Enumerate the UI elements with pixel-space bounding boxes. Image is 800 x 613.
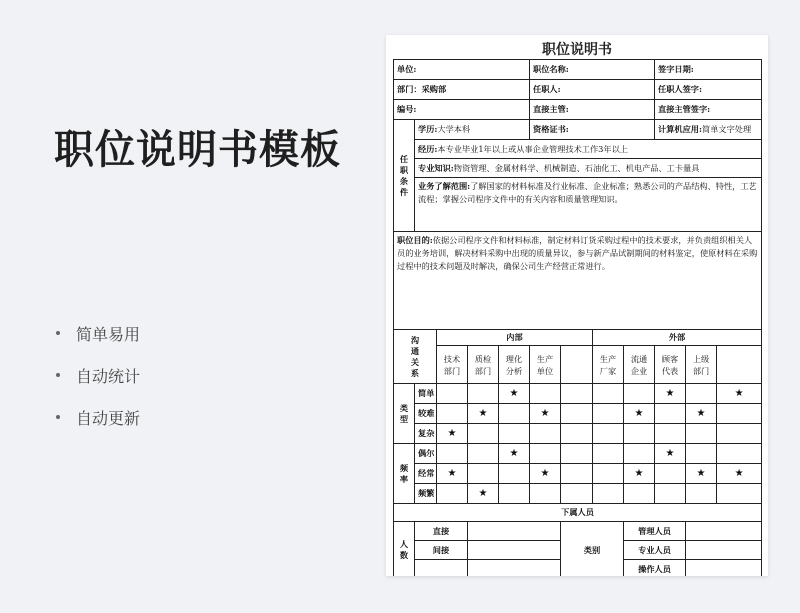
- feature-item: [56, 396, 140, 438]
- document-title: 职位说明书: [542, 42, 612, 58]
- empty-cell: [593, 484, 624, 504]
- empty-cell: [561, 464, 593, 484]
- requirements-label: 任职条件: [394, 120, 415, 232]
- type-row-label: 简单: [415, 384, 437, 404]
- star-mark: ★: [624, 464, 655, 484]
- empty-cell: [717, 346, 762, 384]
- star-mark: ★: [468, 404, 499, 424]
- empty-cell: [437, 384, 468, 404]
- star-mark: ★: [437, 424, 468, 444]
- empty-cell: [437, 404, 468, 424]
- feature-label: 自动统计: [76, 366, 141, 386]
- empty-cell: [593, 384, 624, 404]
- empty-cell: [717, 484, 762, 504]
- communication-label: 沟通关系: [394, 330, 437, 384]
- empty-cell: [468, 384, 499, 404]
- star-mark: ★: [437, 464, 468, 484]
- star-mark: ★: [717, 464, 762, 484]
- empty-cell: [561, 424, 593, 444]
- supervisor-sign-field: 直接主管签字:: [655, 100, 762, 120]
- purpose-label: 职位目的:: [397, 235, 433, 245]
- star-mark: ★: [655, 384, 686, 404]
- empty-cell: [530, 444, 561, 464]
- operator-label: 操作人员: [624, 560, 686, 577]
- feature-item: [56, 354, 140, 396]
- empty-cell: [624, 424, 655, 444]
- empty-cell: [624, 444, 655, 464]
- frequency-label: 频率: [394, 444, 415, 504]
- frequency-row-label: 偶尔: [415, 444, 437, 464]
- empty-cell: [561, 444, 593, 464]
- category-label: 类别: [561, 522, 624, 577]
- document-preview[interactable]: [386, 35, 768, 576]
- certificate-field: 资格证书:: [530, 120, 655, 140]
- star-mark: ★: [686, 464, 717, 484]
- star-mark: ★: [717, 384, 762, 404]
- frequency-row-label: 经常: [415, 464, 437, 484]
- empty-cell: [561, 384, 593, 404]
- frequency-row-label: 频繁: [415, 484, 437, 504]
- empty-cell: [437, 484, 468, 504]
- internal-column-header: 技术部门: [437, 346, 468, 384]
- empty-cell: [655, 484, 686, 504]
- feature-item: [56, 312, 140, 354]
- type-row-label: 复杂: [415, 424, 437, 444]
- internal-column-header: 质检部门: [468, 346, 499, 384]
- empty-cell: [624, 384, 655, 404]
- star-mark: ★: [530, 404, 561, 424]
- business-value: 了解国家的材料标准及行业标准、企业标准；熟悉公司的产品结构、特性，工艺流程；掌握公司程序文件中的有关内容和质量管理知识。: [418, 181, 757, 204]
- star-mark: ★: [530, 464, 561, 484]
- empty-cell: [468, 424, 499, 444]
- knowledge-label: 专业知识:: [418, 162, 454, 173]
- bullet-icon: [56, 415, 60, 419]
- feature-label: 自动更新: [76, 408, 141, 428]
- empty-cell: [468, 560, 561, 577]
- empty-cell: [499, 404, 530, 424]
- computer-label: 计算机应用:: [658, 124, 702, 134]
- empty-cell: [686, 444, 717, 464]
- position-name-field: 职位名称:: [530, 60, 655, 80]
- star-mark: ★: [686, 404, 717, 424]
- purpose-field: [394, 232, 762, 330]
- empty-cell: [561, 346, 593, 384]
- purpose-text: 依据公司程序文件和材料标准，制定材料订货采购过程中的技术要求，并负责组织相关人员的业务培训，解决材料采购中出现的质量异议，参与新产品试制期间的材料鉴定，使原材料在采购过程中的技术问题及时解决，确保公司生产经营正常进行。: [397, 235, 758, 271]
- template-title: 职位说明书模板: [54, 127, 341, 173]
- type-row-label: 较难: [415, 404, 437, 424]
- empty-cell: [468, 464, 499, 484]
- empty-cell: [437, 444, 468, 464]
- star-mark: ★: [499, 384, 530, 404]
- empty-cell: [686, 484, 717, 504]
- department-field: 部门：采购部: [394, 80, 530, 100]
- knowledge-field: [415, 159, 762, 178]
- experience-label: 经历:: [418, 143, 438, 154]
- experience-field: [415, 140, 762, 159]
- external-column-header: 顾客代表: [655, 346, 686, 384]
- computer-value: 简单文字处理: [702, 124, 752, 134]
- empty-cell: [499, 424, 530, 444]
- external-column-header: 生产厂家: [593, 346, 624, 384]
- empty-cell: [593, 424, 624, 444]
- type-label: 类型: [394, 384, 415, 444]
- empty-cell: [655, 424, 686, 444]
- professional-label: 专业人员: [624, 541, 686, 560]
- internal-header: 内部: [437, 330, 593, 346]
- empty-cell: [655, 404, 686, 424]
- empty-cell: [686, 384, 717, 404]
- incumbent-sign-field: 任职人签字:: [655, 80, 762, 100]
- professional-value: [686, 541, 762, 560]
- external-header: 外部: [593, 330, 762, 346]
- empty-cell: [593, 444, 624, 464]
- business-label: 业务了解范围:: [418, 181, 471, 191]
- manager-value: [686, 522, 762, 541]
- business-scope-field: [415, 178, 762, 232]
- external-column-header: 上级部门: [686, 346, 717, 384]
- empty-cell: [499, 464, 530, 484]
- feature-label: 简单易用: [76, 324, 141, 344]
- supervisor-field: 直接主管:: [530, 100, 655, 120]
- empty-cell: [655, 464, 686, 484]
- empty-cell: [717, 444, 762, 464]
- empty-cell: [561, 484, 593, 504]
- manager-label: 管理人员: [624, 522, 686, 541]
- empty-cell: [468, 444, 499, 464]
- education-field: [415, 120, 530, 140]
- indirect-value: [468, 541, 561, 560]
- operator-value: [686, 560, 762, 577]
- empty-cell: [530, 424, 561, 444]
- feature-list: [56, 312, 140, 438]
- subordinates-header: 下属人员: [394, 504, 762, 522]
- indirect-label: 间接: [415, 541, 468, 560]
- experience-value: 本专业毕业1年以上或从事企业管理技术工作3年以上: [437, 143, 628, 154]
- internal-column-header: 理化分析: [499, 346, 530, 384]
- education-label: 学历:: [418, 124, 438, 134]
- direct-label: 直接: [415, 522, 468, 541]
- external-column-header: 流通企业: [624, 346, 655, 384]
- unit-field: 单位:: [394, 60, 530, 80]
- headcount-label: 人数: [394, 522, 415, 577]
- empty-cell: [561, 404, 593, 424]
- empty-cell: [624, 484, 655, 504]
- empty-cell: [593, 404, 624, 424]
- education-value: 大学本科: [437, 124, 471, 134]
- internal-column-header: 生产单位: [530, 346, 561, 384]
- empty-cell: [593, 464, 624, 484]
- knowledge-value: 物资管理、金属材料学、机械制造、石油化工、机电产品、工卡量具: [453, 162, 700, 173]
- computer-field: [655, 120, 762, 140]
- star-mark: ★: [468, 484, 499, 504]
- code-field: 编号:: [394, 100, 530, 120]
- bullet-icon: [56, 373, 60, 377]
- empty-cell: [530, 384, 561, 404]
- incumbent-field: 任职人:: [530, 80, 655, 100]
- job-description-form: [393, 59, 762, 576]
- direct-value: [468, 522, 561, 541]
- empty-cell: [499, 484, 530, 504]
- bullet-icon: [56, 331, 60, 335]
- sign-date-field: 签字日期:: [655, 60, 762, 80]
- empty-cell: [717, 424, 762, 444]
- star-mark: ★: [624, 404, 655, 424]
- empty-cell: [717, 404, 762, 424]
- star-mark: ★: [499, 444, 530, 464]
- empty-cell: [530, 484, 561, 504]
- star-mark: ★: [655, 444, 686, 464]
- empty-cell: [686, 424, 717, 444]
- empty-cell: [415, 560, 468, 577]
